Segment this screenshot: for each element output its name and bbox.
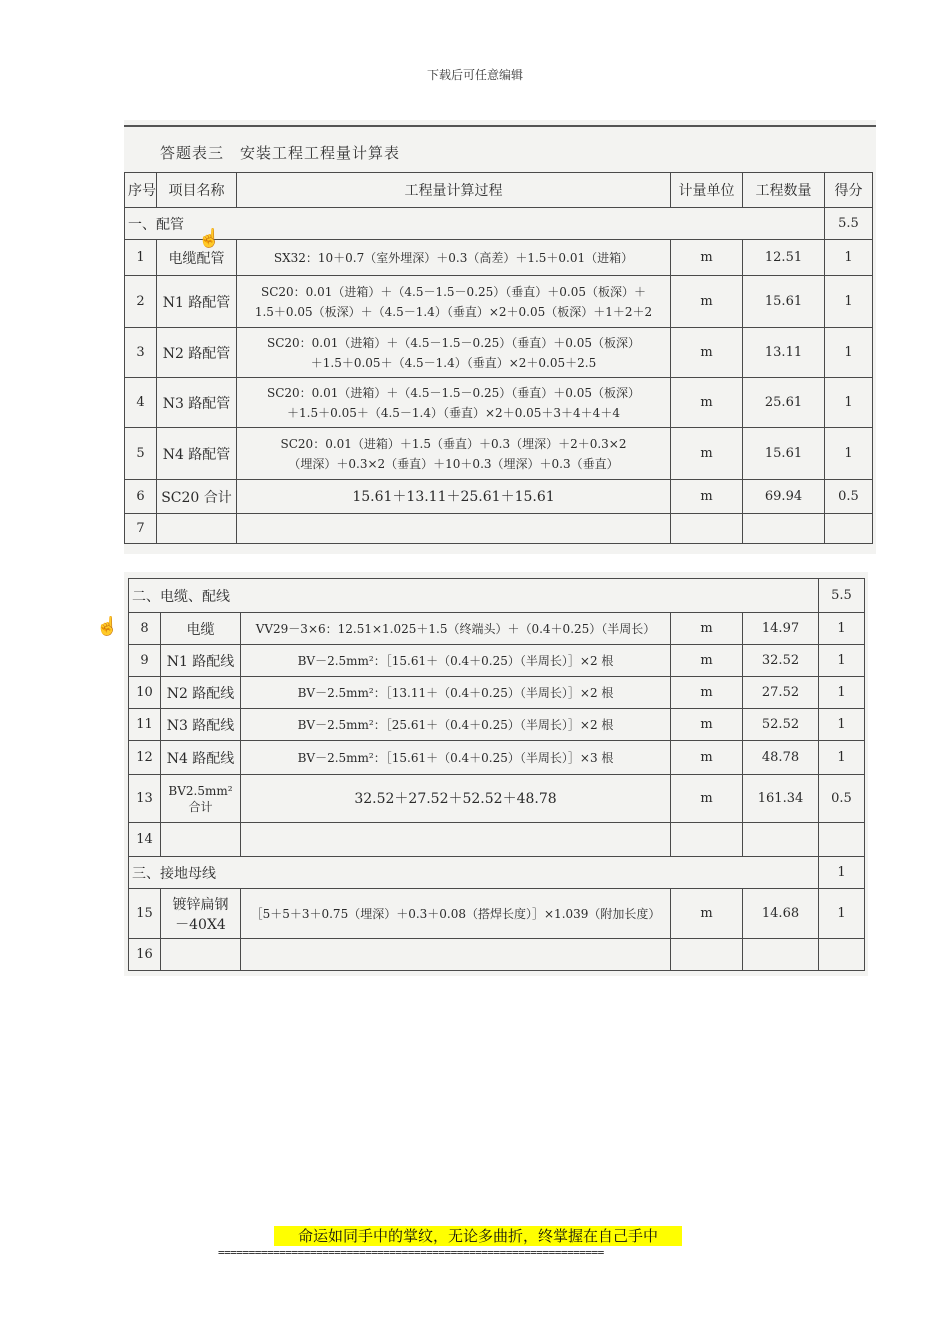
row-unit xyxy=(671,823,743,857)
row-no: 7 xyxy=(125,514,157,544)
row-qty xyxy=(743,823,819,857)
row-calc xyxy=(237,328,671,378)
calc-line-2: ＋1.5＋0.05＋（4.5－1.4）（垂直）×2＋0.05＋2.5 xyxy=(310,355,597,370)
row-unit: m xyxy=(671,428,743,480)
top-rule xyxy=(124,125,876,127)
table-row xyxy=(129,645,865,677)
table-row xyxy=(125,240,873,276)
row-qty: 27.52 xyxy=(743,677,819,709)
row-calc: 15.61＋13.11＋25.61＋15.61 xyxy=(237,480,671,514)
row-score: 1 xyxy=(825,378,873,428)
row-unit: m xyxy=(671,889,743,939)
row-score: 1 xyxy=(825,328,873,378)
row-name: N1 路配线 xyxy=(161,645,241,677)
footer-divider: =============================================================== xyxy=(218,1246,604,1259)
section-title: 一、配管 xyxy=(125,208,825,240)
row-qty: 48.78 xyxy=(743,741,819,775)
row-name: SC20 合计 xyxy=(157,480,237,514)
table-row xyxy=(129,613,865,645)
row-unit xyxy=(671,514,743,544)
row-score xyxy=(819,823,865,857)
row-calc: BV－2.5mm²：［25.61＋（0.4＋0.25）（半周长）］×2 根 xyxy=(241,709,671,741)
row-unit: m xyxy=(671,613,743,645)
row-no: 10 xyxy=(129,677,161,709)
row-calc: BV－2.5mm²：［15.61＋（0.4＋0.25）（半周长）］×3 根 xyxy=(241,741,671,775)
row-score: 1 xyxy=(819,677,865,709)
calc-line-2: 1.5＋0.05（板深）＋（4.5－1.4）（垂直）×2＋0.05（板深）＋1＋2＋2 xyxy=(254,304,653,319)
row-name: N2 路配管 xyxy=(157,328,237,378)
table-row xyxy=(125,378,873,428)
table-row xyxy=(125,514,873,544)
row-calc xyxy=(237,276,671,328)
row-unit: m xyxy=(671,480,743,514)
row-no: 14 xyxy=(129,823,161,857)
row-unit: m xyxy=(671,240,743,276)
row-score: 0.5 xyxy=(819,775,865,823)
name-line-2: －40X4 xyxy=(175,916,226,933)
col-header-no: 序号 xyxy=(125,173,157,208)
row-name xyxy=(161,823,241,857)
row-no: 5 xyxy=(125,428,157,480)
section-row xyxy=(129,857,865,889)
section-score: 5.5 xyxy=(825,208,873,240)
scanned-table-part-2 xyxy=(124,572,868,976)
table-row xyxy=(125,328,873,378)
row-score: 1 xyxy=(819,613,865,645)
table-row xyxy=(129,677,865,709)
table-row xyxy=(129,709,865,741)
row-no: 2 xyxy=(125,276,157,328)
calc-line-1: SC20：0.01（进箱）＋1.5（垂直）＋0.3（埋深）＋2＋0.3×2 xyxy=(280,436,627,451)
scanned-table-part-1 xyxy=(124,120,876,554)
hand-cursor-icon: ☝ xyxy=(96,616,119,637)
row-calc xyxy=(241,823,671,857)
row-name xyxy=(161,889,241,939)
quantity-table-1 xyxy=(124,172,873,544)
row-name: N2 路配线 xyxy=(161,677,241,709)
row-unit: m xyxy=(671,378,743,428)
row-calc: 32.52＋27.52＋52.52＋48.78 xyxy=(241,775,671,823)
table-row xyxy=(125,428,873,480)
row-score xyxy=(825,514,873,544)
section-title: 三、接地母线 xyxy=(129,857,819,889)
row-qty: 32.52 xyxy=(743,645,819,677)
row-no: 8 xyxy=(129,613,161,645)
table-row xyxy=(129,823,865,857)
section-score: 1 xyxy=(819,857,865,889)
col-header-name: 项目名称 xyxy=(157,173,237,208)
table-row xyxy=(125,276,873,328)
col-header-qty: 工程数量 xyxy=(743,173,825,208)
row-name: N4 路配线 xyxy=(161,741,241,775)
footer-motto: 命运如同手中的掌纹，无论多曲折，终掌握在自己手中 xyxy=(274,1226,682,1246)
row-calc xyxy=(241,939,671,971)
calc-line-1: SC20：0.01（进箱）＋（4.5－1.5－0.25）（垂直）＋0.05（板深） xyxy=(267,335,640,350)
row-unit: m xyxy=(671,709,743,741)
row-qty: 69.94 xyxy=(743,480,825,514)
row-no: 3 xyxy=(125,328,157,378)
row-qty: 12.51 xyxy=(743,240,825,276)
row-unit: m xyxy=(671,276,743,328)
row-calc xyxy=(237,428,671,480)
row-name: N3 路配管 xyxy=(157,378,237,428)
table-row xyxy=(129,939,865,971)
table-row xyxy=(129,889,865,939)
row-score: 1 xyxy=(819,741,865,775)
row-name: N3 路配线 xyxy=(161,709,241,741)
calc-line-2: （埋深）＋0.3×2（垂直）＋10＋0.3（埋深）＋0.3（垂直） xyxy=(288,456,619,471)
row-name: N1 路配管 xyxy=(157,276,237,328)
section-row xyxy=(129,579,865,613)
row-no: 16 xyxy=(129,939,161,971)
row-unit: m xyxy=(671,741,743,775)
table-header-row xyxy=(125,173,873,208)
table-row xyxy=(129,741,865,775)
row-score: 1 xyxy=(819,645,865,677)
row-name xyxy=(157,514,237,544)
row-score: 1 xyxy=(825,428,873,480)
col-header-calc: 工程量计算过程 xyxy=(237,173,671,208)
quantity-table-2 xyxy=(128,578,865,971)
row-no: 13 xyxy=(129,775,161,823)
row-no: 4 xyxy=(125,378,157,428)
row-unit xyxy=(671,939,743,971)
row-name: N4 路配管 xyxy=(157,428,237,480)
row-name xyxy=(161,939,241,971)
row-qty: 25.61 xyxy=(743,378,825,428)
row-qty xyxy=(743,939,819,971)
calc-line-2: ＋1.5＋0.05＋（4.5－1.4）（垂直）×2＋0.05＋3＋4＋4＋4 xyxy=(287,405,620,420)
row-calc: BV－2.5mm²：［15.61＋（0.4＋0.25）（半周长）］×2 根 xyxy=(241,645,671,677)
row-score: 1 xyxy=(825,276,873,328)
row-qty: 13.11 xyxy=(743,328,825,378)
table-row xyxy=(125,480,873,514)
row-calc xyxy=(237,514,671,544)
row-score: 1 xyxy=(819,889,865,939)
row-no: 15 xyxy=(129,889,161,939)
row-calc xyxy=(237,378,671,428)
row-qty: 14.68 xyxy=(743,889,819,939)
row-score: 1 xyxy=(819,709,865,741)
row-qty: 15.61 xyxy=(743,276,825,328)
col-header-unit: 计量单位 xyxy=(671,173,743,208)
name-line-1: 镀锌扁钢 xyxy=(172,896,229,913)
document-title: 答题表三 安装工程工程量计算表 xyxy=(160,144,401,162)
row-qty: 52.52 xyxy=(743,709,819,741)
row-score: 0.5 xyxy=(825,480,873,514)
row-calc: BV－2.5mm²：［13.11＋（0.4＋0.25）（半周长）］×2 根 xyxy=(241,677,671,709)
row-no: 11 xyxy=(129,709,161,741)
row-calc: SX32：10＋0.7（室外埋深）＋0.3（高差）＋1.5＋0.01（进箱） xyxy=(237,240,671,276)
row-calc: VV29－3×6：12.51×1.025＋1.5（终端头）＋（0.4＋0.25）（半周长） xyxy=(241,613,671,645)
row-no: 9 xyxy=(129,645,161,677)
col-header-score: 得分 xyxy=(825,173,873,208)
name-line-2: 合计 xyxy=(188,799,213,814)
calc-line-1: SC20：0.01（进箱）＋（4.5－1.5－0.25）（垂直）＋0.05（板深）＋ xyxy=(261,284,646,299)
table-row xyxy=(129,775,865,823)
row-qty xyxy=(743,514,825,544)
row-name xyxy=(161,775,241,823)
row-qty: 161.34 xyxy=(743,775,819,823)
row-qty: 15.61 xyxy=(743,428,825,480)
row-unit: m xyxy=(671,645,743,677)
row-name: 电缆 xyxy=(161,613,241,645)
name-line-1: BV2.5mm² xyxy=(168,783,233,798)
hand-cursor-icon: ☝ xyxy=(198,228,221,249)
row-unit: m xyxy=(671,775,743,823)
row-qty: 14.97 xyxy=(743,613,819,645)
row-name: 电缆配管 xyxy=(157,240,237,276)
row-score xyxy=(819,939,865,971)
row-no: 1 xyxy=(125,240,157,276)
row-no: 6 xyxy=(125,480,157,514)
calc-line-1: SC20：0.01（进箱）＋（4.5－1.5－0.25）（垂直）＋0.05（板深） xyxy=(267,385,640,400)
header-note: 下载后可任意编辑 xyxy=(426,68,523,82)
section-score: 5.5 xyxy=(819,579,865,613)
section-title: 二、电缆、配线 xyxy=(129,579,819,613)
row-no: 12 xyxy=(129,741,161,775)
row-unit: m xyxy=(671,677,743,709)
row-calc: ［5＋5＋3＋0.75（埋深）＋0.3＋0.08（搭焊长度）］×1.039（附加长度） xyxy=(241,889,671,939)
row-unit: m xyxy=(671,328,743,378)
section-row xyxy=(125,208,873,240)
row-score: 1 xyxy=(825,240,873,276)
